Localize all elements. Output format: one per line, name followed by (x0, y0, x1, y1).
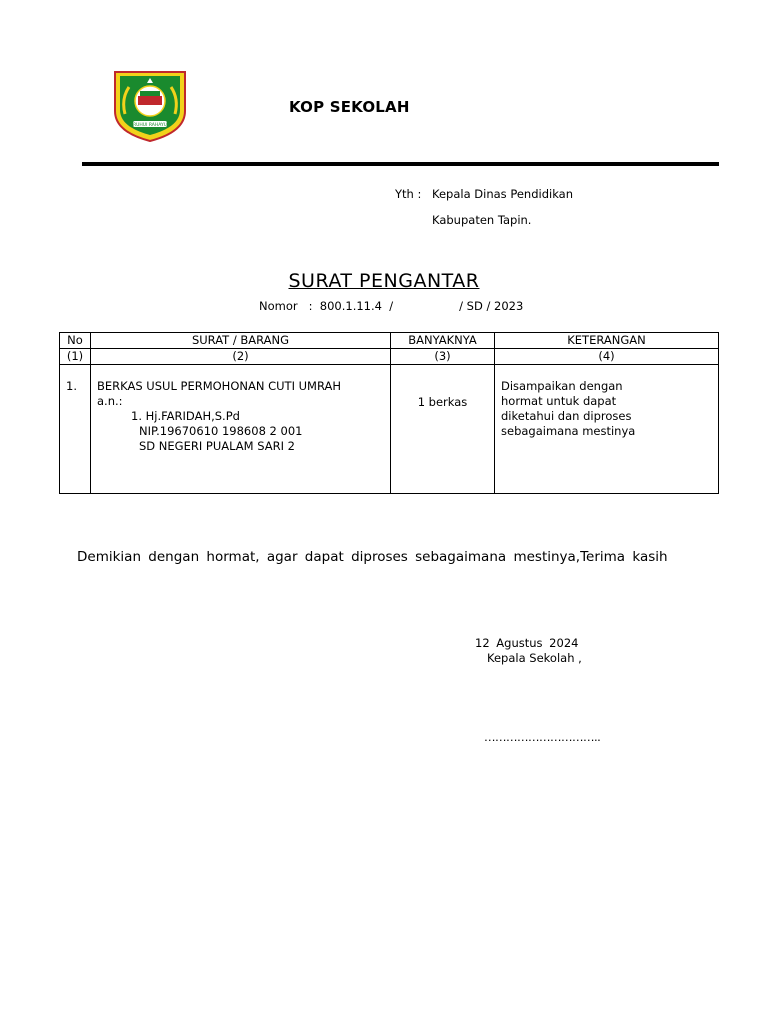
row-quantity (391, 365, 495, 494)
recipient-line-2: Kabupaten Tapin. (432, 213, 532, 227)
header-item: SURAT / BARANG (91, 333, 391, 349)
item-line-2: a.n.: (97, 394, 123, 408)
recipient-label: Yth : (395, 187, 422, 201)
number-label: Nomor : (259, 299, 313, 313)
letter-title: SURAT PENGANTAR (288, 270, 480, 292)
signature-date: 12 Agustus 2024 (475, 636, 579, 650)
numbering-2: (2) (91, 349, 391, 365)
number-prefix: 800.1.11.4 / (319, 299, 394, 313)
header-divider (82, 162, 719, 166)
table-row (60, 365, 719, 494)
school-letterhead: KOP SEKOLAH (289, 98, 410, 116)
numbering-1: (1) (60, 349, 91, 365)
table-numbering-row (60, 349, 719, 365)
item-line-5: SD NEGERI PUALAM SARI 2 (139, 439, 295, 453)
note-line-1: Disampaikan dengan (501, 379, 623, 393)
closing-sentence: Demikian dengan hormat, agar dapat diproses sebagaimana mestinya,Terima kasih (77, 549, 668, 565)
numbering-4: (4) (495, 349, 719, 365)
recipient-line-1: Kepala Dinas Pendidikan (432, 187, 573, 201)
letter-number (259, 299, 523, 313)
regency-shield-emblem-icon (111, 69, 189, 143)
note-line-4: sebagaimana mestinya (501, 424, 636, 438)
table-header-row (60, 333, 719, 349)
row-note (495, 365, 719, 494)
number-suffix: / SD / 2023 (459, 299, 524, 313)
quantity-value: 1 berkas (417, 395, 468, 409)
header-quantity: BANYAKNYA (391, 333, 495, 349)
row-item (91, 365, 391, 494)
header-no: No (60, 333, 91, 349)
note-line-3: diketahui dan diproses (501, 409, 632, 423)
item-line-4: NIP.19670610 198608 2 001 (139, 424, 303, 438)
signature-name-placeholder: ………………………….. (484, 730, 601, 744)
items-table (59, 332, 719, 494)
signature-role: Kepala Sekolah , (487, 651, 582, 665)
header-note: KETERANGAN (495, 333, 719, 349)
note-line-2: hormat untuk dapat (501, 394, 617, 408)
item-line-1: BERKAS USUL PERMOHONAN CUTI UMRAH (97, 379, 341, 393)
numbering-3: (3) (391, 349, 495, 365)
row-number: 1. (60, 365, 91, 494)
item-line-3: 1. Hj.FARIDAH,S.Pd (131, 409, 240, 423)
logo-caption: RUHUI RAHAYU (132, 123, 168, 128)
